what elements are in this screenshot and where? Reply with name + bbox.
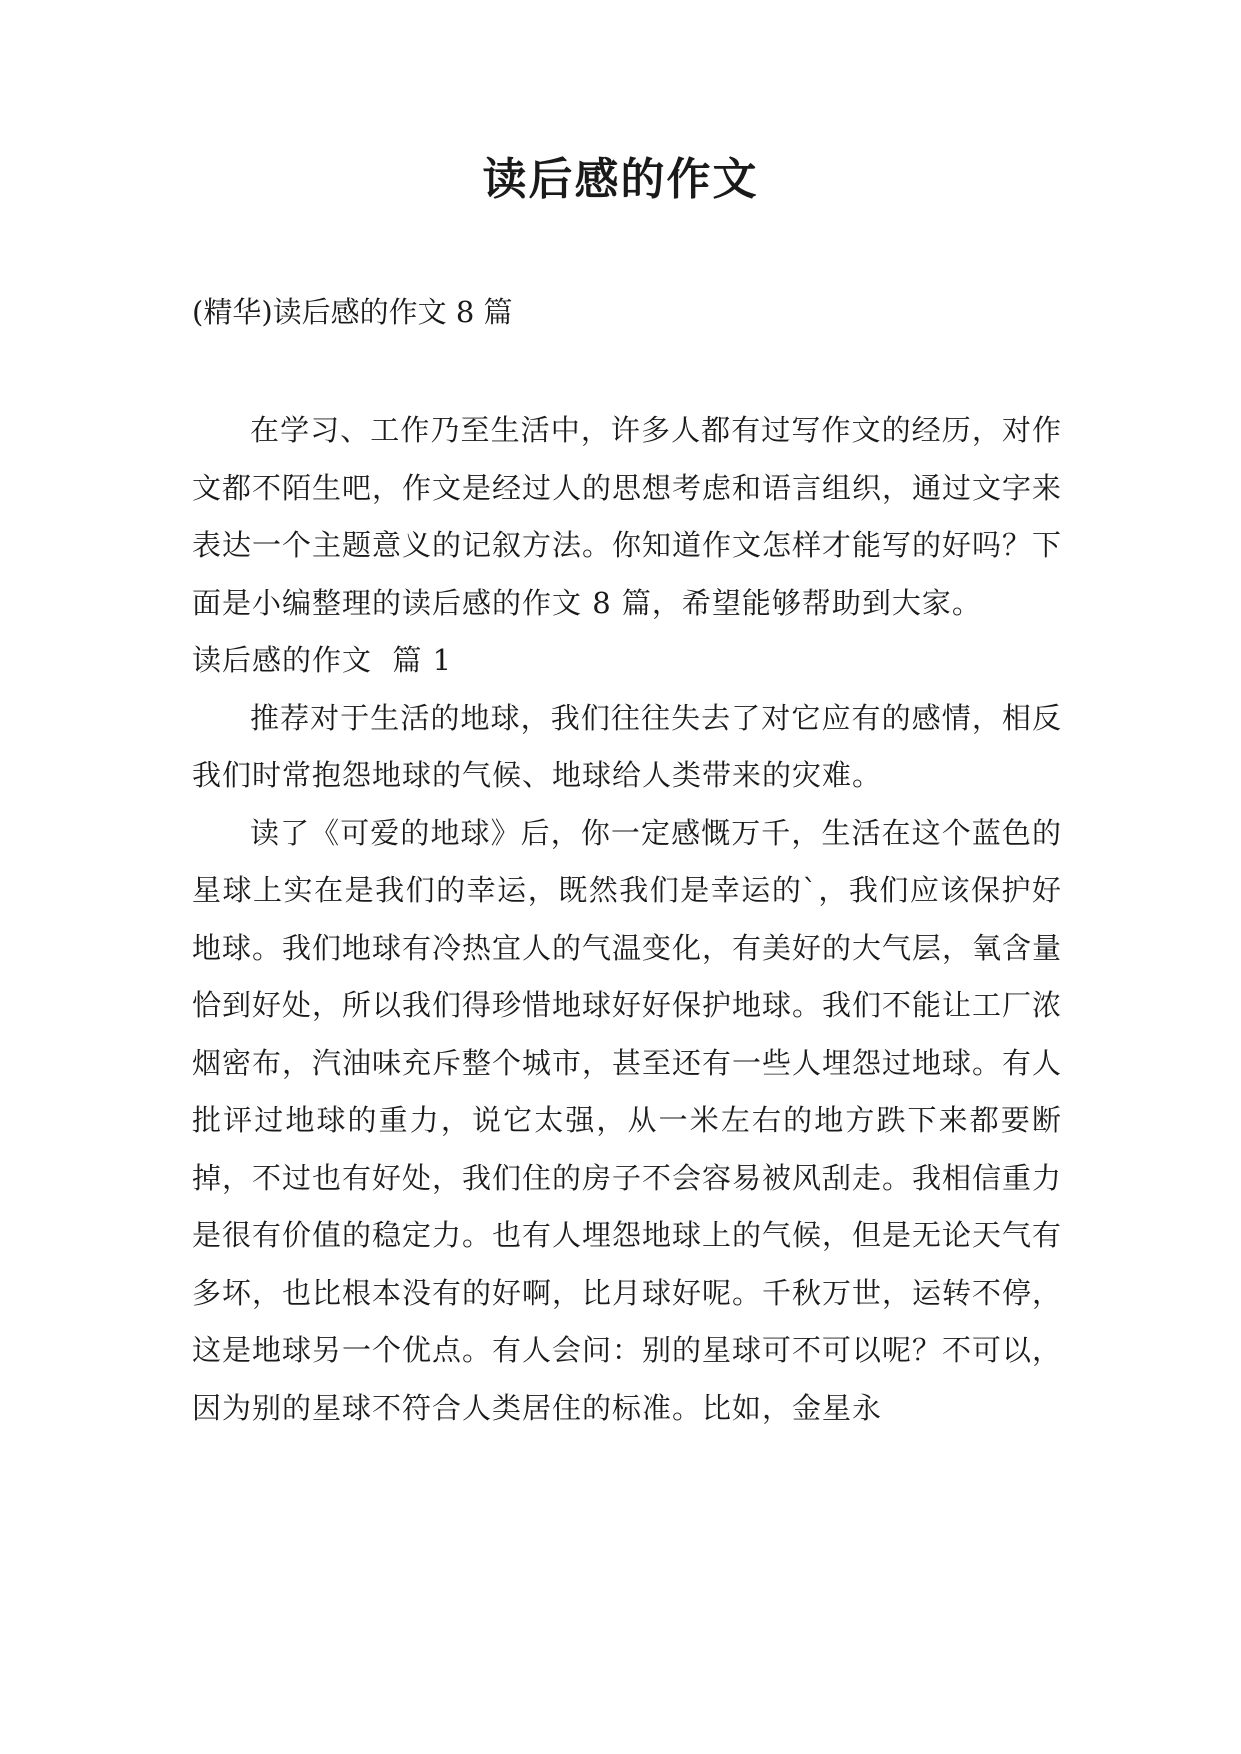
section-paragraph: 推荐对于生活的地球，我们往往失去了对它应有的感情，相反我们时常抱怨地球的气候、地球给人类带来的灾难。 xyxy=(192,700,1062,792)
intro-paragraph: 在学习、工作乃至生活中，许多人都有过写作文的经历，对作文都不陌生吧，作文是经过人的思想考虑和语言组织，通过文字来表达一个主题意义的记叙方法。你知道作文怎样才能写的好吗？下面是小编整理的读后感的作文 8 篇，希望能够帮助到大家。 xyxy=(192,413,1063,620)
section-paragraph: 读了《可爱的地球》后，你一定感慨万千，生活在这个蓝色的星球上实在是我们的幸运，既然我们是幸运的`，我们应该保护好地球。我们地球有冷热宜人的气温变化，有美好的大气层，氧含量恰到好处，所以我们得珍惜地球好好保护地球。我们不能让工厂浓烟密布，汽油味充斥整个城市，甚至还有一些人埋怨过地球。有人批评过地球的重力，说它太强，从一米左右的地方跌下来都要断掉，不过也有好处，我们住的房子不会容易被风刮走。我相信重力是很有价值的稳定力。也有人埋怨地球上的气候，但是无论天气有多坏，也比根本没有的好啊，比月球好呢。千秋万世，运转不停，这是地球另一个优点。有人会问：别的星球可不可以呢？不可以，因为别的星球不符合人类居住的标准。比如，金星永 xyxy=(192,815,1063,1425)
document-body xyxy=(192,402,1062,1437)
document-subtitle: (精华)读后感的作文 8 篇 xyxy=(192,295,513,329)
document-title: 读后感的作文 xyxy=(482,154,759,205)
section-heading: 读后感的作文 篇 1 xyxy=(192,643,453,677)
